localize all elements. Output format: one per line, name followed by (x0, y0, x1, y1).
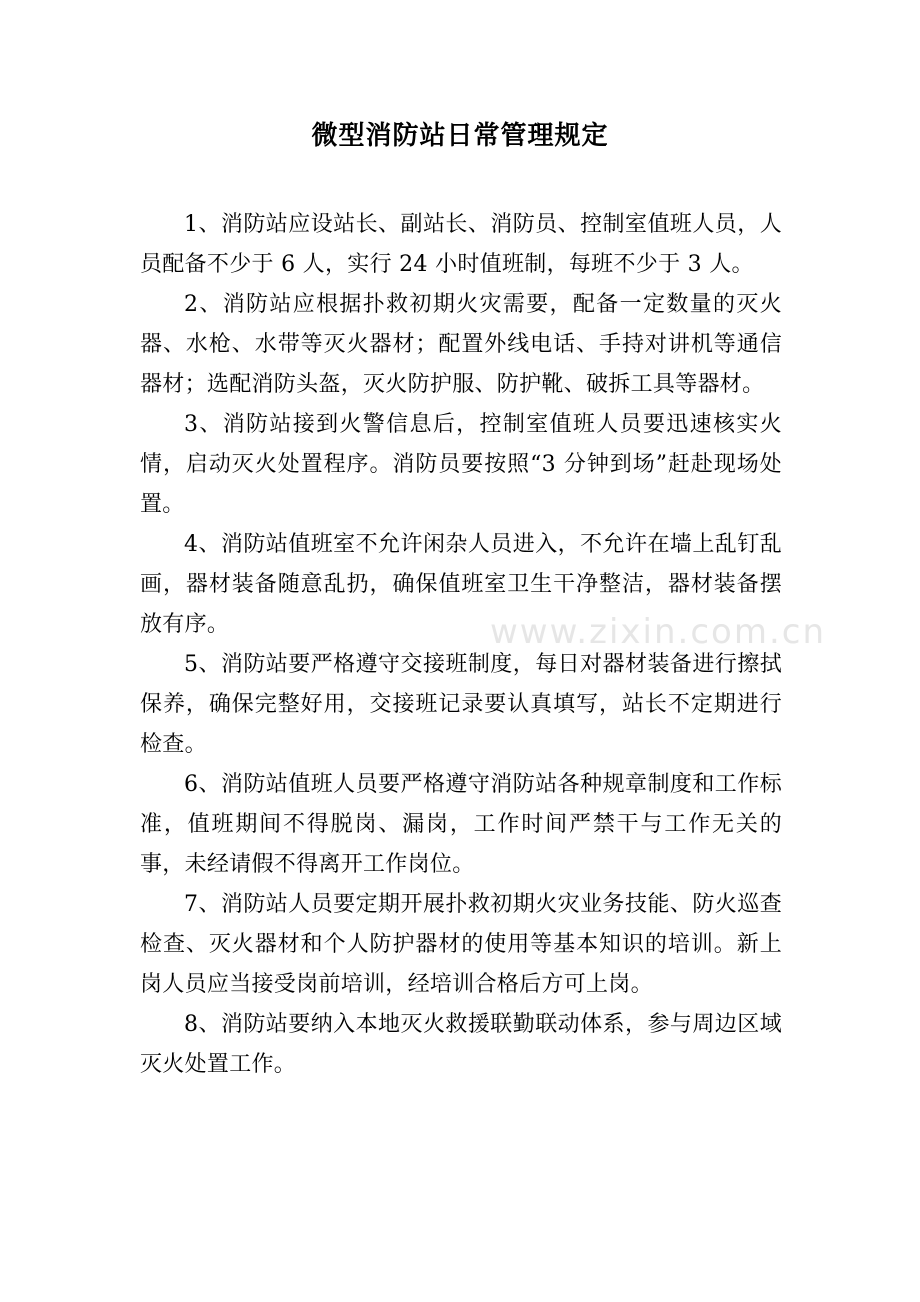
paragraph-3: 3、消防站接到火警信息后，控制室值班人员要迅速核实火情，启动灭火处置程序。消防员要按照“3 分钟到场”赶赴现场处置。 (140, 412, 782, 517)
paragraph-4: 4、消防站值班室不允许闲杂人员进入，不允许在墙上乱钉乱画，器材装备随意乱扔，确保值班室卫生干净整洁，器材装备摆放有序。 (140, 532, 782, 637)
paragraph-7: 7、消防站人员要定期开展扑救初期火灾业务技能、防火巡查检查、灭火器材和个人防护器材的使用等基本知识的培训。新上岗人员应当接受岗前培训，经培训合格后方可上岗。 (140, 892, 782, 997)
paragraph-5: 5、消防站要严格遵守交接班制度，每日对器材装备进行擦拭保养，确保完整好用，交接班记录要认真填写，站长不定期进行检查。 (140, 652, 782, 757)
paragraph-1: 1、消防站应设站长、副站长、消防员、控制室值班人员，人员配备不少于 6 人，实行 24 小时值班制，每班不少于 3 人。 (140, 212, 782, 277)
paragraph-6: 6、消防站值班人员要严格遵守消防站各种规章制度和工作标准，值班期间不得脱岗、漏岗，工作时间严禁干与工作无关的事，未经请假不得离开工作岗位。 (140, 772, 782, 877)
paragraph-8: 8、消防站要纳入本地灭火救援联勤联动体系，参与周边区域灭火处置工作。 (140, 1012, 782, 1077)
paragraph-2: 2、消防站应根据扑救初期火灾需要，配备一定数量的灭火器、水枪、水带等灭火器材；配置外线电话、手持对讲机等通信器材；选配消防头盔，灭火防护服、防护靴、破拆工具等器材。 (140, 292, 782, 397)
document-title: 微型消防站日常管理规定 (311, 121, 609, 151)
document-body (140, 205, 782, 1085)
watermark: www.zixin.com.cn (490, 612, 826, 652)
